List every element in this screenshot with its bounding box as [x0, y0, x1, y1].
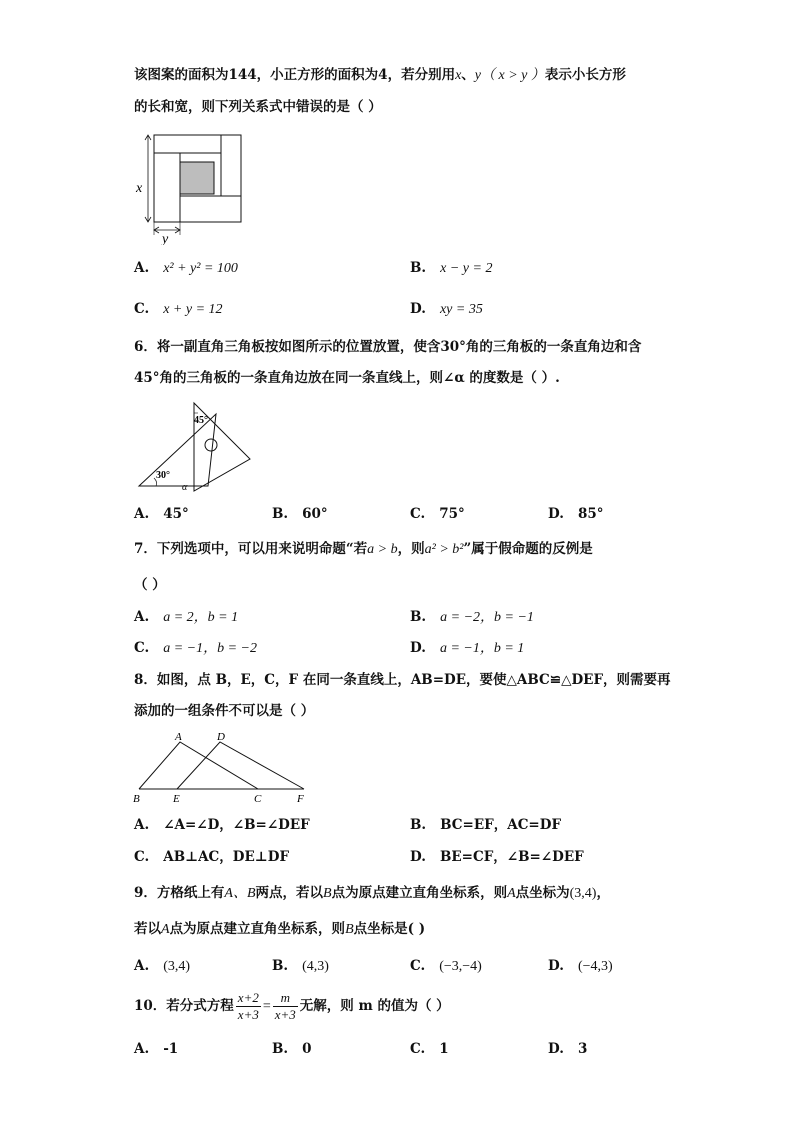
option-label: D.	[410, 849, 426, 865]
q10-option-c[interactable]	[410, 1040, 449, 1058]
option-text: 3	[577, 1041, 588, 1057]
q6-line1: 6．将一副直角三角板按如图所示的位置放置，使含30°角的三角板的一条直角边和含	[134, 339, 642, 355]
option-text: a = 2，b = 1	[163, 610, 239, 625]
option-label: C.	[134, 301, 150, 317]
q7-text-a: 7．下列选项中，可以用来说明命题“若	[134, 541, 368, 557]
q8-line2: 添加的一组条件不可以是（ ）	[134, 703, 315, 719]
q10-option-b[interactable]	[272, 1040, 312, 1058]
q8-label-e: E	[173, 793, 180, 805]
option-label: A.	[134, 1041, 150, 1057]
option-label: D.	[548, 958, 564, 974]
q5-fig-x-label: x	[136, 181, 143, 196]
q8-option-c[interactable]	[134, 848, 289, 866]
q9-option-c[interactable]	[410, 957, 482, 976]
q9-option-d[interactable]	[548, 957, 613, 976]
q8-option-b[interactable]	[410, 816, 561, 834]
q10-frac2-num: m	[273, 990, 298, 1007]
q5-line1	[134, 66, 626, 85]
q5-option-a[interactable]	[134, 259, 238, 278]
q5-fig-y-label: y	[162, 232, 169, 245]
q7-option-d[interactable]	[410, 639, 524, 658]
q10-fraction-right	[273, 990, 298, 1023]
option-label: D.	[410, 640, 426, 656]
q7-option-c[interactable]	[134, 639, 257, 658]
q5-figure	[134, 130, 254, 245]
q8-label-c: C	[254, 793, 262, 805]
option-text: (−3,−4)	[439, 959, 482, 974]
q8-label-d: D	[217, 731, 225, 743]
option-text: BE=CF，∠B=∠DEF	[439, 849, 584, 865]
q5-option-b[interactable]	[410, 259, 492, 278]
option-text: (3,4)	[163, 959, 191, 974]
option-label: A.	[134, 609, 150, 625]
option-text: 1	[439, 1041, 449, 1057]
q10-frac1-den: x+3	[237, 1007, 259, 1022]
option-label: C.	[134, 640, 150, 656]
option-label: B.	[272, 506, 289, 522]
option-text: 60°	[302, 506, 328, 522]
option-label: A.	[134, 958, 150, 974]
q8-line1: 8．如图，点 B，E，C，F 在同一条直线上，AB=DE，要使△ABC≌△DEF，则需要再	[134, 672, 671, 688]
q9-text-d: 点坐标为	[515, 885, 570, 901]
q7-cond-b: a² > b²	[424, 542, 464, 557]
option-text: (4,3)	[302, 959, 329, 974]
option-text: x² + y² = 100	[163, 261, 238, 276]
option-label: A.	[134, 506, 150, 522]
q9-point-a: A	[507, 886, 516, 901]
option-text: a = −1，b = −2	[163, 641, 258, 656]
option-label: C.	[134, 849, 150, 865]
q9-point-b: B	[323, 886, 332, 901]
q6-option-d[interactable]	[548, 505, 603, 523]
q7-text-b: ，则	[397, 541, 425, 557]
q9-points: A、B	[224, 886, 256, 901]
option-text: a = −2，b = −1	[440, 610, 534, 625]
q5-sep: 、	[461, 67, 475, 83]
option-label: C.	[410, 1041, 426, 1057]
q6-option-a[interactable]	[134, 505, 189, 523]
option-label: C.	[410, 506, 426, 522]
option-label: B.	[272, 1041, 289, 1057]
q8-label-f: F	[297, 793, 304, 805]
q6-option-b[interactable]	[272, 505, 328, 523]
q5-line2: 的长和宽，则下列关系式中错误的是（ ）	[134, 99, 382, 115]
q10-option-d[interactable]	[548, 1040, 587, 1058]
q7-option-a[interactable]	[134, 608, 238, 627]
q7-line1	[134, 540, 593, 559]
q8-label-b: B	[133, 793, 140, 805]
q10-prefix: 10．若分式方程	[134, 998, 234, 1014]
option-label: D.	[548, 1041, 564, 1057]
q5-var-x: x	[455, 68, 462, 83]
q6-figure	[134, 398, 259, 494]
q6-hole	[205, 439, 217, 451]
q10-suffix: 无解，则 m 的值为（ ）	[299, 998, 450, 1014]
q9-text-a: 9．方格纸上有	[134, 885, 225, 901]
q6-label-30: 30°	[156, 470, 170, 481]
option-text: BC=EF，AC=DF	[440, 817, 562, 833]
q9-point-b2: B	[345, 922, 354, 937]
q10-frac2-den: x+3	[274, 1007, 296, 1022]
q8-triangle-def	[177, 742, 304, 789]
q8-label-a: A	[175, 731, 182, 743]
q9-text-e: ，	[596, 885, 610, 901]
q5-cond: （ x > y ）	[481, 68, 545, 83]
q10-line	[134, 988, 450, 1025]
q5-text-a: 该图案的面积为144，小正方形的面积为4，若分别用	[134, 67, 456, 83]
q5-text-b: 表示小长方形	[544, 67, 626, 83]
q7-option-b[interactable]	[410, 608, 534, 627]
option-text: x − y = 2	[440, 261, 493, 276]
q7-line2: （ ）	[134, 577, 166, 593]
q9-text-h: 点坐标是( )	[353, 921, 426, 937]
q9-option-a[interactable]	[134, 957, 190, 976]
option-text: xy = 35	[439, 302, 483, 317]
q8-figure	[130, 730, 315, 806]
option-text: 85°	[577, 506, 604, 522]
q9-text-c: 点为原点建立直角坐标系，则	[331, 885, 508, 901]
option-label: D.	[548, 506, 564, 522]
option-label: D.	[410, 301, 426, 317]
q8-option-d[interactable]	[410, 848, 584, 866]
q9-line1	[134, 884, 610, 903]
q7-cond-a: a > b	[367, 542, 398, 557]
q6-label-alpha: α	[182, 482, 188, 493]
q10-equals: =	[262, 999, 271, 1014]
option-text: (−4,3)	[577, 959, 613, 974]
option-text: ∠A=∠D，∠B=∠DEF	[163, 817, 310, 833]
q8-option-a[interactable]	[134, 816, 310, 834]
option-text: 0	[302, 1041, 312, 1057]
q6-label-45: 45°	[194, 415, 208, 426]
option-text: 75°	[439, 506, 465, 522]
q9-option-b[interactable]	[272, 957, 329, 976]
q7-text-c: ”属于假命题的反例是	[463, 541, 593, 557]
q5-option-d[interactable]	[410, 300, 483, 319]
option-label: B.	[410, 609, 427, 625]
option-label: B.	[272, 958, 289, 974]
option-label: A.	[134, 817, 150, 833]
q9-point-a2: A	[161, 922, 170, 937]
q5-var-y: y	[474, 68, 482, 83]
q9-coord: (3,4)	[569, 886, 597, 901]
q9-text-g: 点为原点建立直角坐标系，则	[169, 921, 346, 937]
q9-text-b: 两点，若以	[255, 885, 324, 901]
q9-text-f: 若以	[134, 921, 161, 937]
q5-option-c[interactable]	[134, 300, 223, 319]
option-text: AB⊥AC，DE⊥DF	[163, 849, 290, 865]
option-label: B.	[410, 817, 427, 833]
option-text: -1	[163, 1041, 179, 1057]
option-text: 45°	[163, 506, 189, 522]
q9-line2	[134, 920, 425, 939]
option-text: x + y = 12	[163, 302, 223, 317]
q6-option-c[interactable]	[410, 505, 465, 523]
q6-line2: 45°角的三角板的一条直角边放在同一条直线上，则∠α 的度数是（ ）.	[134, 370, 560, 386]
q10-frac1-num: x+2	[237, 990, 259, 1005]
option-label: A.	[134, 260, 150, 276]
option-label: B.	[410, 260, 427, 276]
q10-option-a[interactable]	[134, 1040, 178, 1058]
option-label: C.	[410, 958, 426, 974]
option-text: a = −1，b = 1	[439, 641, 525, 656]
q5-small-square	[180, 162, 214, 194]
q10-fraction-left	[236, 990, 261, 1023]
